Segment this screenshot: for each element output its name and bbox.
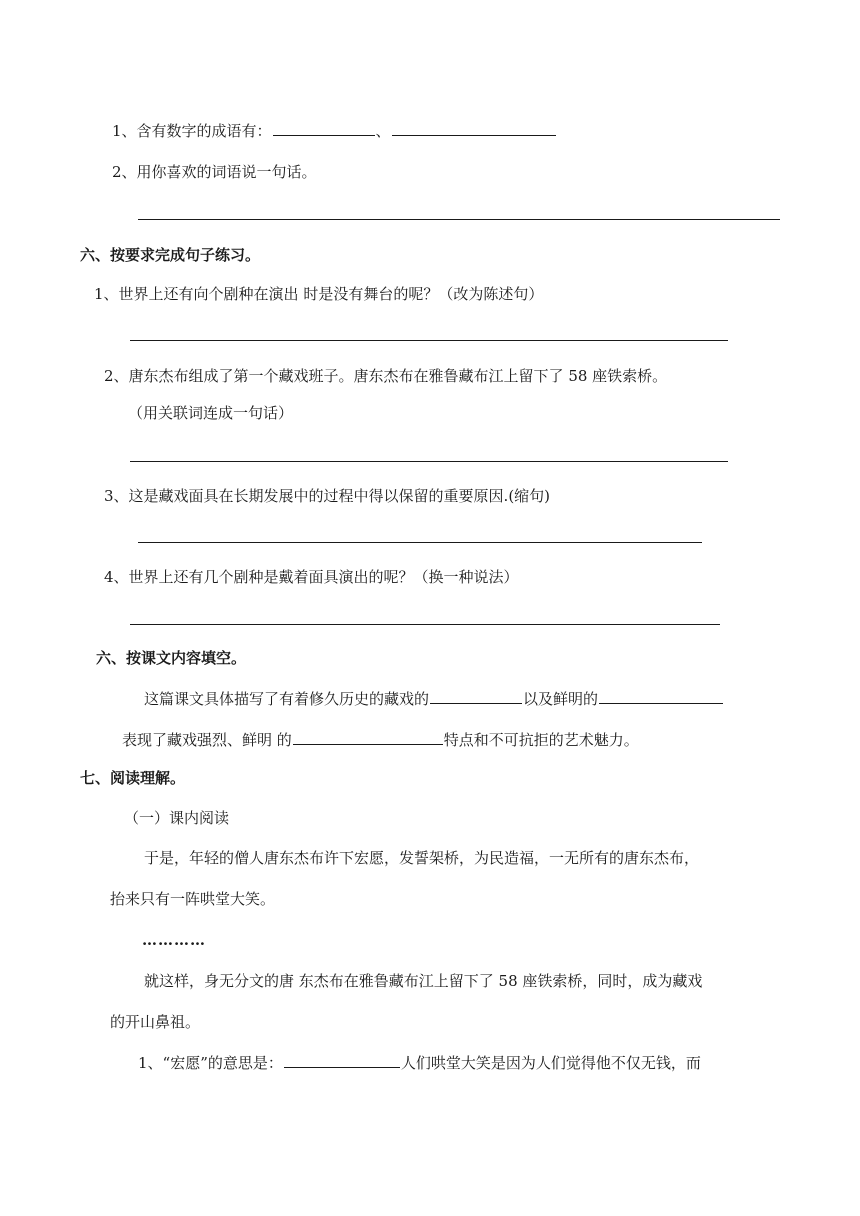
reading-question-1-text-b: 人们哄堂大笑是因为人们觉得他不仅无钱，而 bbox=[400, 1054, 701, 1072]
reading-ellipsis: ………… bbox=[142, 931, 206, 949]
idiom-question-1 bbox=[112, 120, 557, 141]
fill-line-2-text-a: 表现了藏戏强烈、鲜明 的 bbox=[122, 731, 292, 749]
section-heading-reading: 七、阅读理解。 bbox=[80, 769, 186, 787]
answer-line-q4[interactable] bbox=[130, 624, 720, 625]
idiom-blank-1[interactable] bbox=[273, 120, 375, 136]
sentence-question-1: 1、世界上还有向个剧种在演出 时是没有舞台的呢？（改为陈述句） bbox=[94, 285, 544, 303]
section-heading-sentences: 六、按要求完成句子练习。 bbox=[80, 246, 261, 264]
idiom-separator: 、 bbox=[375, 122, 391, 140]
reading-question-1 bbox=[138, 1052, 701, 1073]
sentence-question-3: 3、这是藏戏面具在长期发展中的过程中得以保留的重要原因.(缩句) bbox=[104, 487, 551, 505]
fill-line-1 bbox=[144, 688, 724, 709]
section-heading-fill: 六、按课文内容填空。 bbox=[96, 649, 247, 667]
answer-line-q2[interactable] bbox=[130, 461, 728, 462]
fill-blank-2[interactable] bbox=[599, 688, 723, 704]
sentence-question-2: 2、唐东杰布组成了第一个藏戏班子。唐东杰布在雅鲁藏布江上留下了 58 座铁索桥。 bbox=[104, 367, 668, 385]
reading-paragraph-2-line-1: 就这样，身无分文的唐 东杰布在雅鲁藏布江上留下了 58 座铁索桥，同时，成为藏戏 bbox=[144, 972, 703, 990]
fill-line-1-text-b: 以及鲜明的 bbox=[523, 690, 599, 708]
sentence-with-word-question: 2、用你喜欢的词语说一句话。 bbox=[112, 163, 317, 181]
idiom-blank-2[interactable] bbox=[392, 120, 556, 136]
fill-line-2-text-b: 特点和不可抗拒的艺术魅力。 bbox=[443, 731, 639, 749]
reading-paragraph-2-line-2: 的开山鼻祖。 bbox=[110, 1013, 201, 1031]
fill-blank-1[interactable] bbox=[430, 688, 522, 704]
answer-line-sentence[interactable] bbox=[138, 219, 780, 220]
reading-paragraph-1-line-1: 于是，年轻的僧人唐东杰布许下宏愿，发誓架桥，为民造福，一无所有的唐东杰布， bbox=[144, 849, 700, 867]
reading-question-1-text-a: 1、“宏愿”的意思是： bbox=[138, 1054, 283, 1072]
reading-paragraph-1-line-2: 抬来只有一阵哄堂大笑。 bbox=[110, 890, 276, 908]
idiom-question-1-text: 1、含有数字的成语有： bbox=[112, 122, 272, 140]
answer-line-q3[interactable] bbox=[138, 542, 702, 543]
sentence-question-4: 4、世界上还有几个剧种是戴着面具演出的呢？（换一种说法） bbox=[104, 568, 519, 586]
fill-line-2 bbox=[122, 729, 639, 750]
fill-line-1-text-a: 这篇课文具体描写了有着修久历史的藏戏的 bbox=[144, 690, 430, 708]
answer-line-q1[interactable] bbox=[130, 340, 728, 341]
fill-blank-3[interactable] bbox=[293, 729, 443, 745]
reading-blank-1[interactable] bbox=[284, 1052, 400, 1068]
sentence-question-2-hint: （用关联词连成一句话） bbox=[128, 404, 294, 422]
reading-subheading: （一）课内阅读 bbox=[124, 809, 230, 827]
